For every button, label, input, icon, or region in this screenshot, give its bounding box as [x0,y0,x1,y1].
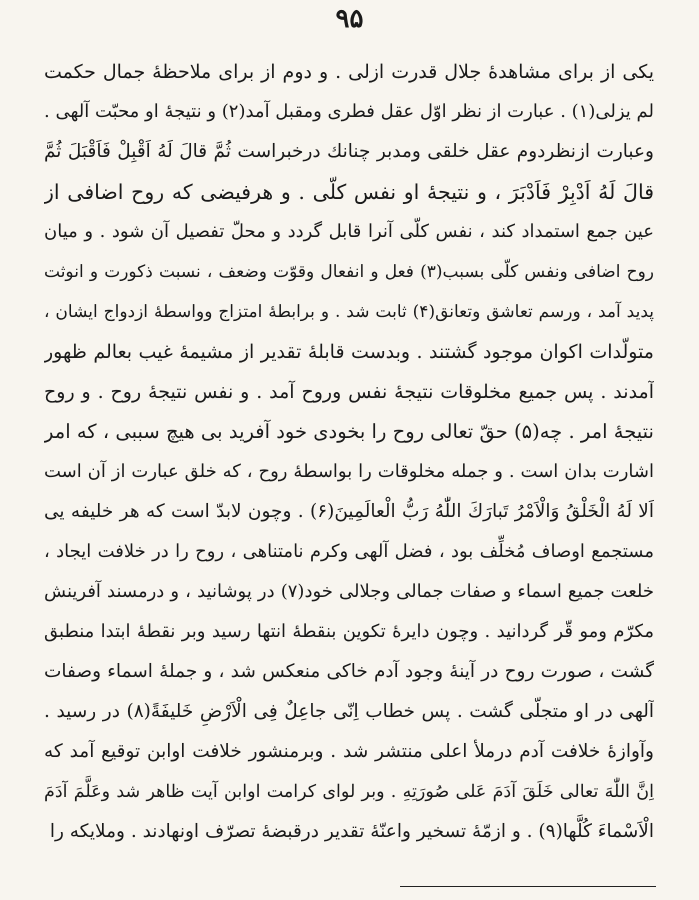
text-line: الْاَسْماءَ كُلَّها(۹) . و ازمّهٔ تسخیر واعنّهٔ تقدیر درقبضهٔ تصرّف اونهادند . وملایكه را [49,821,654,842]
page-number: ۹۵ [335,4,364,34]
body-text [44,52,654,852]
text-line: آمدند . پس جمیع مخلوقات نتیجهٔ نفس وروح آمد . و نفس نتیجهٔ روح . و روح [44,381,654,403]
text-line: گشت ، صورت روح در آینهٔ وجود آدم خاكی منعكس شد ، و جملهٔ اسماء وصفات [44,661,654,682]
text-line: وآوازهٔ خلافت آدم درملأ اعلی منتشر شد . وبرمنشور خلافت اوابن توقیع آمد كه [44,741,654,762]
text-line: یکی از برای مشاهدهٔ جلال قدرت ازلی . و دوم از برای ملاحظهٔ جمال حکمت [44,61,654,83]
text-line: نتیجهٔ امر . چه(۵) حقّ تعالی روح را بخودی خود آفرید بی هیچ سببی ، كه امر [44,420,654,443]
text-line: اشارت بدان است . و جمله مخلوقات را بواسطهٔ روح ، كه خلق عبارت از آن است [44,461,654,482]
text-line: قالَ لَهُ اَدْبِرْ فَاَدْبَرَ ، و نتیجهٔ او نفس كلّی . و هرفیضی كه روح اضافی از [44,180,654,204]
text-line: پدید آمد ، ورسم تعاشق وتعانق(۴) ثابت شد . و برابطهٔ امتزاج وواسطهٔ ازدواج ایشان ، [44,302,654,322]
text-line: اَلا لَهُ الْخَلْقُ وَالْاَمْرُ تَبارَكَ اللّٰهُ رَبُّ الْعالَمِینَ(۶) . وچون لابدّ است كه هر خلیفه یی [44,501,654,522]
text-line: مستجمع اوصاف مُخلِّف بود ، فضل آلهی وكرم نامتناهی ، روح را در خلافت ایجاد ، [44,541,654,562]
text-line: آلهی در او متجلّی گشت . پس خطاب اِنّی جاعِلٌ فِی الْاَرْضِ خَلیفَةً(۸) در رسید . [44,701,654,722]
text-line: لم یزلی(۱) . عبارت از نظر اوّل عقل فطری ومقبل آمد(۲) و نتیجهٔ او محبّت آلهی . [44,101,654,122]
text-line: روح اضافی ونفس كلّی بسبب(۳) فعل و انفعال وقوّت وضعف ، نسبت ذكورت و انوثت [44,262,654,282]
text-line: مكرّم ومو قّر گردانید . وچون دایرهٔ تكوین بنقطهٔ انتها رسید وبر نقطهٔ ابتدا منطبق [44,621,654,642]
text-line: عین جمع استمداد كند ، نفس كلّی آنرا قابل گردد و محلّ تفصیل آن شود . و میان [44,221,654,242]
text-line: وعبارت ازنظردوم عقل خلقی ومدبر چنانك درخبراست ثُمَّ قالَ لَهُ اَقْبِلْ فَاَقْبَلَ ثُمَّ [44,141,654,162]
footnote-separator [400,886,656,887]
text-line: اِنَّ اللّٰهَ تعالی خَلَقَ آدَمَ عَلی صُورَتِهِ . وبر لوای كرامت اوابن آیت ظاهر شد وعَلَّمَ آدَمَ [44,782,654,802]
text-line: خلعت جمیع اسماء و صفات جمالی وجلالی خود(۷) در پوشانید ، و درمسند آفرینش [44,581,654,602]
text-line: متولّدات اكوان موجود گشتند . وبدست قابلهٔ تقدیر از مشیمهٔ غیب بعالم ظهور [44,341,654,363]
